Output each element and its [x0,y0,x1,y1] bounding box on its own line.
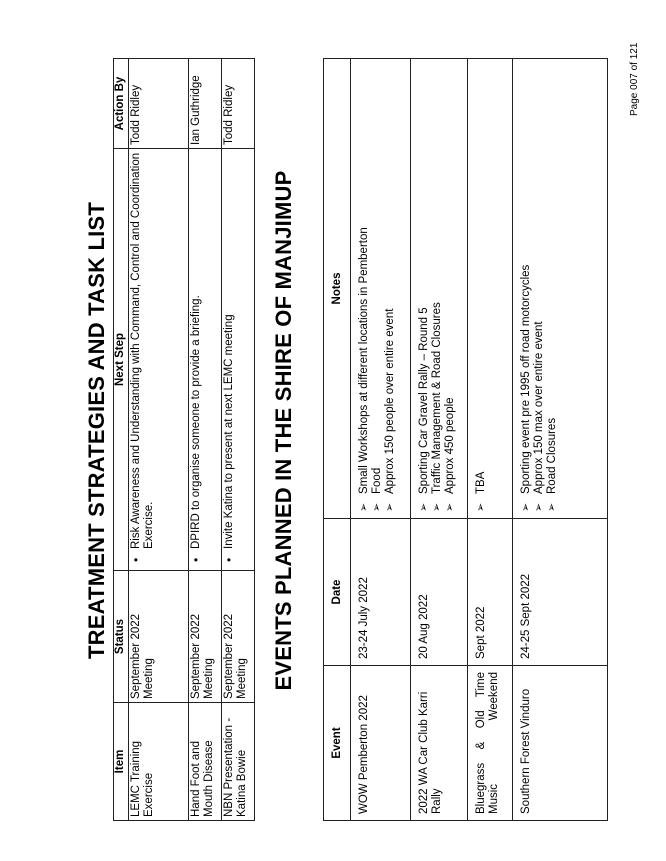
cell-notes [351,59,411,519]
table-row [513,59,608,821]
bullet-item: • Risk Awareness and Understanding with Command, Control and Coordination Exercise. [130,152,156,567]
header-event: Event [324,666,351,821]
header-status: Status [114,571,129,703]
cell-action-by: Todd Ridley [129,59,189,149]
table-header-row [324,59,351,821]
cell-event: Southern Forest Vinduro [513,666,608,821]
page-number: Page 007 of 121 [629,42,640,116]
table-row [351,59,411,821]
cell-status: September 2022 Meeting [189,571,222,703]
cell-notes [513,59,608,519]
cell-next-step [222,149,255,571]
table-row [411,59,468,821]
bullet-item: • Invite Katina to present at next LEMC meeting [223,152,236,567]
cell-item: Hand Foot and Mouth Disease [189,703,222,821]
cell-action-by: Ian Guthridge [189,59,222,149]
note-item: ➢ Sporting Car Gravel Rally – Round 5 [418,65,431,512]
table-row [468,59,513,821]
note-item: ➢ Small Workshops at different locations in Pemberton [358,65,371,512]
cell-item: NBN Presentation - Katina Bowie [222,703,255,821]
note-item: ➢ Road Closures [546,65,559,512]
note-item: ➢ TBA [475,65,488,512]
header-notes: Notes [324,59,351,519]
cell-event: WOW Pemberton 2022 [351,666,411,821]
note-item: ➢ Sporting event pre 1995 off road motorcycles [520,65,533,512]
cell-action-by: Todd Ridley [222,59,255,149]
cell-date: Sept 2022 [468,519,513,666]
header-next-step: Next Step [114,149,129,571]
cell-event: 2022 WA Car Club Karri Rally [411,666,468,821]
cell-notes [468,59,513,519]
note-item: ➢ Food [371,65,384,512]
task-list-table [113,58,255,821]
cell-next-step [129,149,189,571]
cell-notes [411,59,468,519]
cell-date: 24-25 Sept 2022 [513,519,608,666]
cell-date: 23-24 July 2022 [351,519,411,666]
table-row [189,59,222,821]
cell-date: 20 Aug 2022 [411,519,468,666]
table-row [129,59,189,821]
note-item: ➢ Approx 150 people over entire event [384,65,397,512]
note-item: ➢ Approx 150 max over entire event [533,65,546,512]
header-date: Date [324,519,351,666]
table-row [222,59,255,821]
note-item: ➢ Traffic Management & Road Closures [431,65,444,512]
cell-status: September 2022 Meeting [129,571,189,703]
cell-status: September 2022 Meeting [222,571,255,703]
header-action-by: Action By [114,59,129,149]
cell-item: LEMC Training Exercise [129,703,189,821]
header-item: Item [114,703,129,821]
task-list-title: TREATMENT STRATEGIES AND TASK LIST [84,202,109,659]
cell-next-step [189,149,222,571]
bullet-item: • DPIRD to organise someone to provide a briefing. [190,152,203,567]
events-table [323,58,608,821]
cell-event: Bluegrass & Old Time Music Weekend [468,666,513,821]
note-item: ➢ Approx 450 people [444,65,457,512]
table-header-row [114,59,129,821]
events-title: EVENTS PLANNED IN THE SHIRE OF MANJIMUP [271,170,296,691]
